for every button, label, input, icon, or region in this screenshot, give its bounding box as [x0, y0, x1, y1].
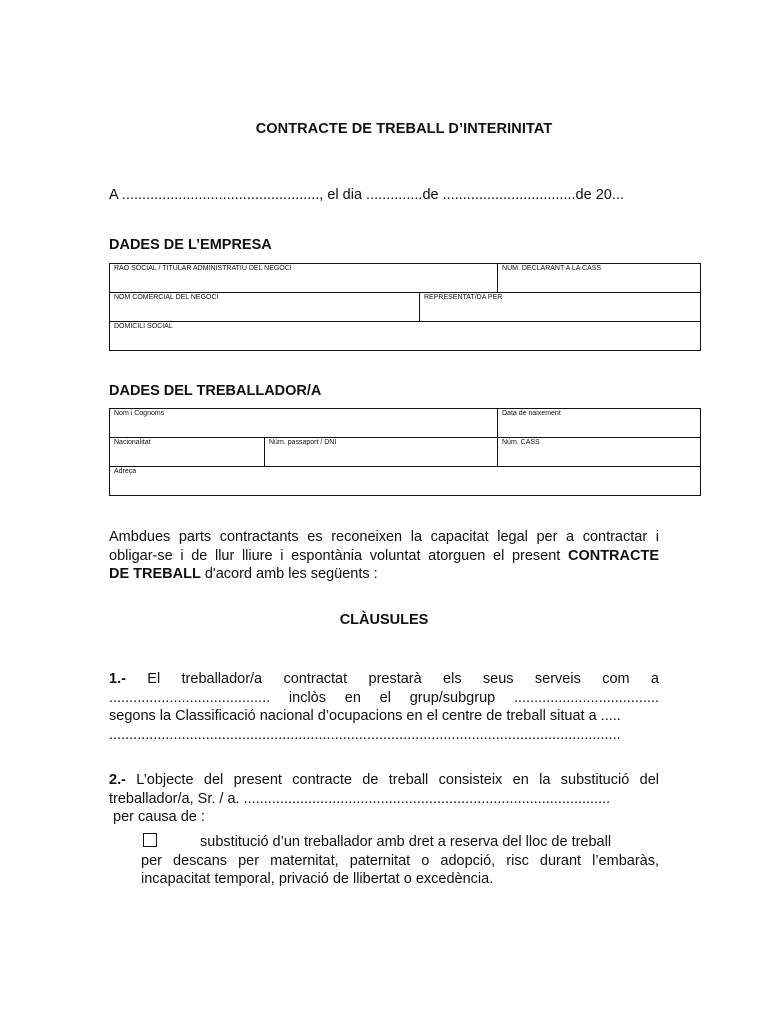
intro-line-2-text: obligar-se i de llur lliure i espontània voluntat atorguen el present — [109, 547, 568, 564]
clause-1-line-1 — [109, 670, 659, 689]
substitution-option-line-1: substitució d’un treballador amb dret a reserva del lloc de treball — [200, 834, 612, 850]
clause-1-line-4: ............................................................................................................................... — [109, 726, 621, 743]
place-date-line: A ................................................., el dia ..............de .................................de 20... — [109, 187, 624, 203]
company-data-table — [109, 263, 701, 351]
representative-label: REPRESENTAT/DA PER — [424, 294, 503, 301]
intro-line-3-text: d'acord amb les següents : — [200, 566, 378, 582]
declarant-number-field[interactable] — [498, 264, 701, 293]
clause-2-line-3: per causa de : — [109, 809, 205, 825]
trade-name-field[interactable] — [110, 293, 420, 322]
nationality-field[interactable] — [110, 438, 265, 467]
clause-2-line-1-text: L’objecte del present contracte de treball consisteix en la substitució del — [125, 772, 659, 788]
company-name-label: RAO SOCIAL / TITULAR ADMINISTRATIU DEL NEGOCI — [114, 265, 292, 272]
intro-line-3 — [109, 565, 659, 584]
birth-date-label: Data de naixement — [502, 410, 561, 417]
clause-2 — [109, 771, 659, 827]
clause-2-line-2: treballador/a, Sr. / a. ........................................................................................... — [109, 790, 611, 807]
worker-data-table — [109, 408, 701, 496]
clause-1-line-2: ........................................ inclòs en el grup/subgrup .................................... — [109, 689, 659, 706]
cass-number-field[interactable] — [498, 438, 701, 467]
clause-1-line-1-text: El treballador/a contractat prestarà els seus serveis com a — [125, 671, 659, 687]
intro-bold-de-treball: DE TREBALL — [109, 566, 201, 582]
intro-line-2 — [109, 547, 659, 566]
registered-address-field[interactable] — [110, 322, 701, 351]
passport-label: Núm. passaport / DNI — [269, 439, 337, 446]
address-field[interactable] — [110, 467, 701, 496]
substitution-option-line-3: incapacitat temporal, privació de llibertat o excedència. — [141, 871, 494, 887]
clause-2-number: 2.- — [109, 772, 126, 788]
nationality-label: Nacionalitat — [114, 439, 151, 446]
address-label: Adreça — [114, 468, 137, 475]
full-name-field[interactable] — [110, 409, 498, 438]
substitution-option-line-2: per descans per maternitat, paternitat o adopció, risc durant l’embaràs, — [141, 852, 659, 869]
registered-address-label: DOMICILI SOCIAL — [114, 323, 173, 330]
cass-number-label: Núm. CASS — [502, 439, 540, 446]
clause-1-number: 1.- — [109, 671, 126, 687]
clauses-heading: CLÀUSULES — [339, 612, 429, 628]
company-name-field[interactable] — [110, 264, 498, 293]
full-name-label: Nom i Cognoms — [114, 410, 165, 417]
passport-field[interactable] — [265, 438, 498, 467]
clause-1 — [109, 670, 659, 744]
substitution-option — [141, 833, 659, 889]
declarant-number-label: NUM. DECLARANT A LA CASS — [502, 265, 602, 272]
intro-line-1: Ambdues parts contractants es reconeixen la capacitat legal per a contractar i — [109, 529, 659, 545]
worker-section-heading: DADES DEL TREBALLADOR/A — [109, 383, 322, 399]
intro-bold-contracte: CONTRACTE — [567, 547, 659, 564]
clause-2-line-1 — [109, 771, 659, 790]
representative-field[interactable] — [420, 293, 701, 322]
document-title: CONTRACTE DE TREBALL D’INTERINITAT — [255, 121, 553, 137]
birth-date-field[interactable] — [498, 409, 701, 438]
intro-paragraph — [109, 528, 659, 584]
trade-name-label: NOM COMERCIAL DEL NEGOCI — [114, 294, 219, 301]
clause-1-line-3: segons la Classificació nacional d’ocupacions en el centre de treball situat a ..... — [109, 708, 621, 724]
company-section-heading: DADES DE L’EMPRESA — [109, 237, 272, 253]
